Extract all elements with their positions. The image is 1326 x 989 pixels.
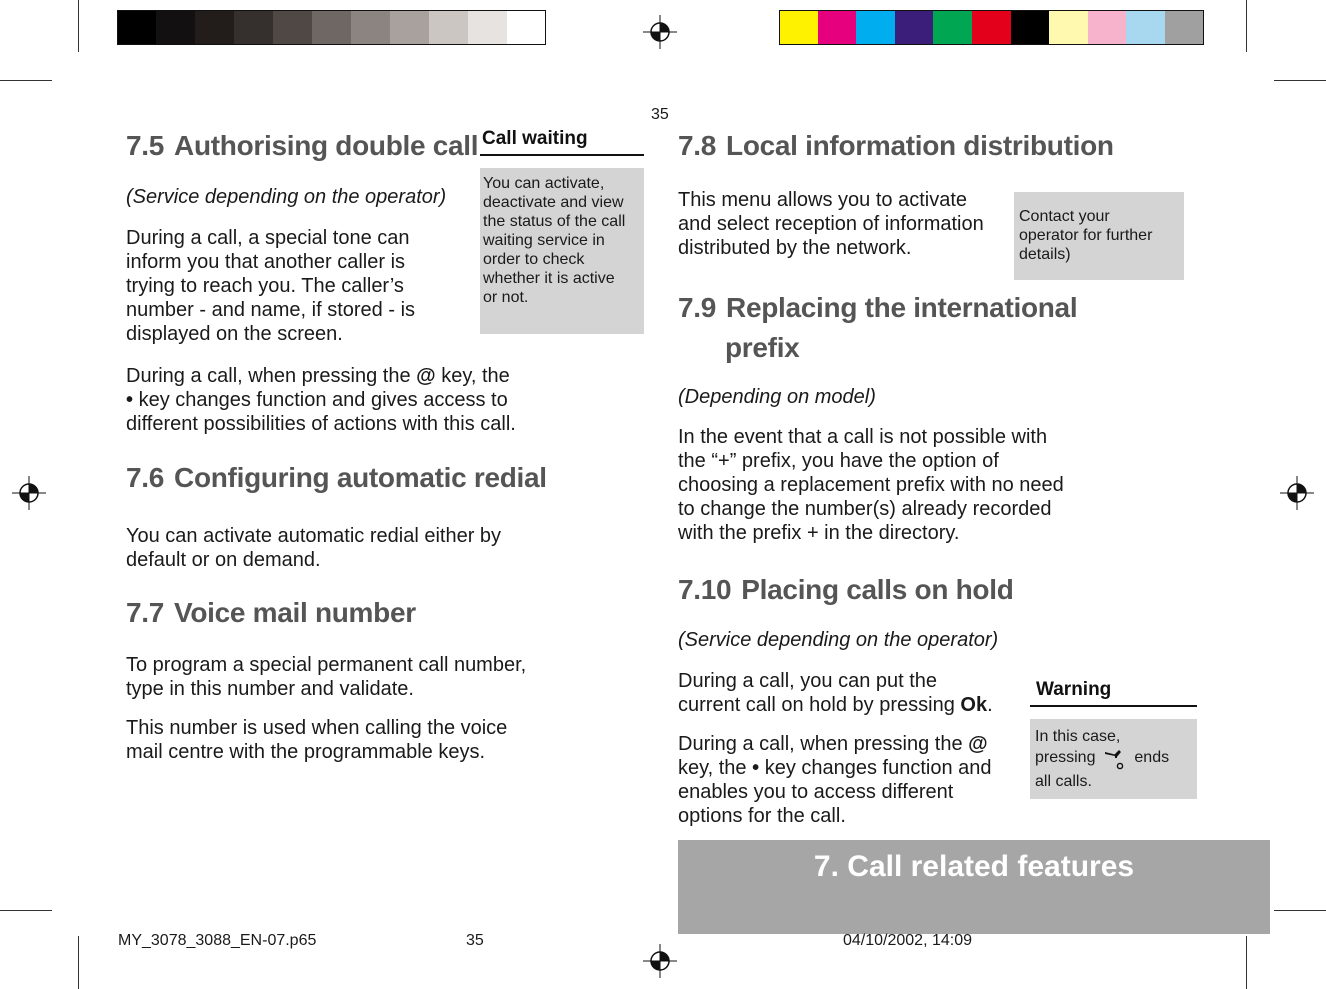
registration-mark-icon (643, 944, 677, 978)
section-number: 7.5 (126, 130, 165, 161)
at-key-icon: @ (416, 365, 436, 387)
bullet-key-icon: • (126, 389, 134, 411)
crop-mark (1274, 910, 1326, 911)
crop-mark (78, 936, 79, 989)
crop-mark (78, 0, 79, 52)
sidebar-box-call-waiting: You can activate, deactivate and view the status of the call waiting service in order to check whether it is active or not. (480, 168, 644, 334)
at-key-icon: @ (968, 733, 988, 755)
section-title: Replacing the international (726, 292, 1078, 323)
registration-mark-icon (1280, 476, 1314, 510)
crop-mark (1246, 0, 1247, 52)
swatch-frame (779, 10, 1204, 45)
section-number: 7.9 (678, 292, 717, 323)
footer-filename: MY_3078_3088_EN-07.p65 (118, 932, 317, 949)
bullet-key-icon: • (752, 757, 760, 779)
section-number: 7.7 (126, 597, 165, 628)
registration-mark-icon (643, 15, 677, 49)
section-title-continued: prefix (725, 332, 800, 363)
page-number: 35 (651, 106, 669, 123)
section-title: Placing calls on hold (741, 574, 1014, 605)
end-call-key-icon (1102, 746, 1128, 772)
section-heading-7-8 (678, 130, 1114, 162)
footer-datetime: 04/10/2002, 14:09 (843, 932, 973, 949)
section-heading-7-6 (126, 462, 547, 494)
section-heading-7-9 (678, 288, 1077, 368)
operator-note: (Service depending on the operator) (126, 186, 447, 208)
section-title: Local information distribution (726, 130, 1114, 161)
sidebar-title-warning: Warning (1036, 679, 1112, 700)
crop-mark (0, 910, 52, 911)
swatch-frame (117, 10, 546, 45)
crop-mark (1274, 80, 1326, 81)
registration-mark-icon (12, 476, 46, 510)
section-title: Configuring automatic redial (174, 462, 547, 493)
sidebar-rule (480, 154, 644, 156)
paragraph-local-info: This menu allows you to activate and select reception of information distributed by the network. (678, 189, 984, 259)
sidebar-rule (1030, 705, 1197, 707)
crop-mark (1246, 936, 1247, 989)
section-title: Voice mail number (174, 597, 416, 628)
section-tab (678, 840, 1270, 934)
paragraph-double-call: During a call, a special tone can inform you that another caller is trying to reach you. The caller’s number - and name, if stored - is displayed on the screen. (126, 227, 416, 345)
section-heading-7-7 (126, 597, 416, 629)
sidebar-box-contact-operator: Contact your operator for further details) (1014, 192, 1184, 280)
paragraph-hold-2: During a call, when pressing the @ key, the • key changes function and enables you to access different options for the call. (678, 733, 992, 827)
crop-mark (0, 80, 52, 81)
section-heading-7-5 (126, 130, 478, 162)
footer-page: 35 (466, 932, 484, 949)
operator-note: (Service depending on the operator) (678, 629, 999, 651)
section-tab-title: 7. Call related features (813, 850, 1135, 883)
section-title: Authorising double call (174, 130, 479, 161)
paragraph-redial: You can activate automatic redial either by default or on demand. (126, 525, 502, 571)
section-number: 7.8 (678, 130, 717, 161)
paragraph-voicemail-1: To program a special permanent call number, type in this number and validate. (126, 654, 527, 700)
paragraph-hold-1: During a call, you can put the current call on hold by pressing Ok. (678, 670, 993, 716)
paragraph-prefix: In the event that a call is not possible with the “+” prefix, you have the option of choosing a replacement prefix with no need to change the number(s) already recorded with the prefix + in the directory. (678, 426, 1064, 544)
sidebar-title-call-waiting: Call waiting (482, 128, 588, 149)
paragraph-voicemail-2: This number is used when calling the voice mail centre with the programmable keys. (126, 717, 508, 763)
section-number: 7.10 (678, 574, 732, 605)
section-heading-7-10 (678, 574, 1014, 606)
model-note: (Depending on model) (678, 386, 876, 408)
paragraph-key-actions: During a call, when pressing the @ key, the • key changes function and gives access to different possibilities of actions with this call. (126, 365, 516, 435)
section-number: 7.6 (126, 462, 165, 493)
sidebar-box-warning: In this case, pressing ends all calls. (1030, 719, 1197, 799)
ok-key-label: Ok (960, 694, 988, 716)
